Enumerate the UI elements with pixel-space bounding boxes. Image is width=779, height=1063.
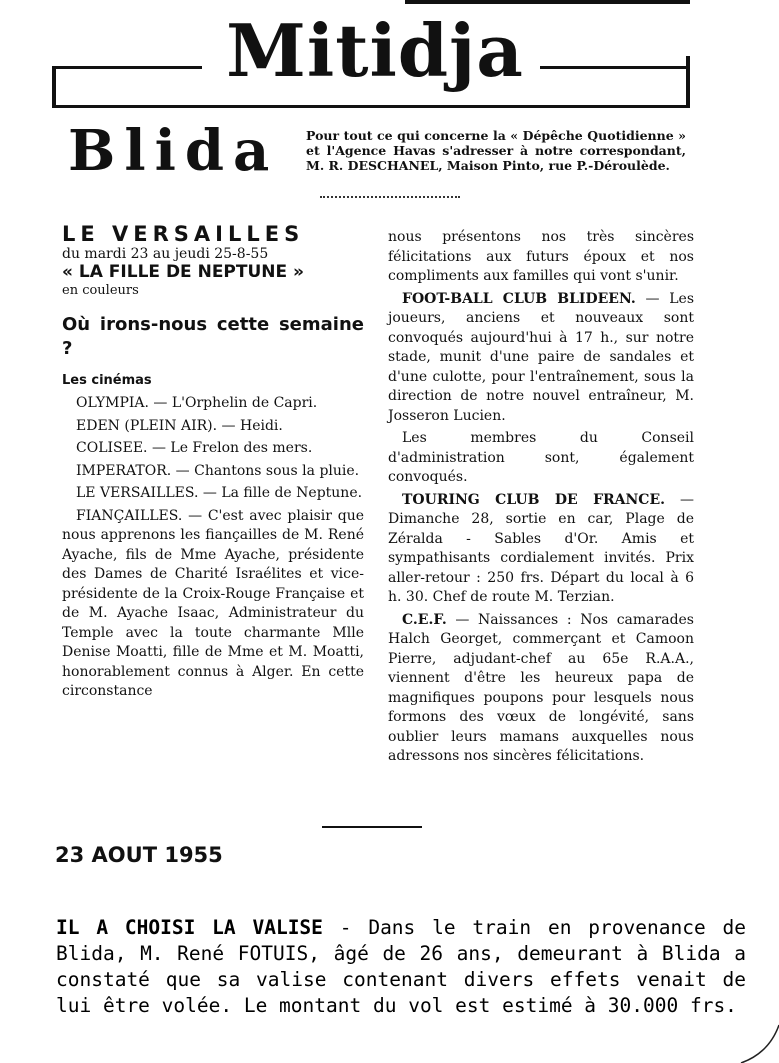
listing-name: EDEN (PLEIN AIR). — [76, 417, 218, 434]
page-curl-mark — [739, 1023, 779, 1063]
listing-item — [62, 462, 364, 482]
masthead-bracket-left — [52, 66, 56, 108]
right-column — [388, 228, 694, 767]
listing-text: — Heidi. — [217, 417, 283, 434]
listing-name: IMPERATOR. — [76, 462, 172, 479]
cinema-title: LE VERSAILLES — [62, 222, 305, 246]
masthead-rule-left — [52, 66, 202, 69]
cinemas-heading: Les cinémas — [62, 373, 152, 388]
top-rule — [405, 0, 690, 4]
news-body: - Dans le train en provenance de Blida, M. René FOTUIS, âgé de 26 ans, demeurant à Blida a constaté que sa valise contenant divers effets venait de lui être volée. Le montant du vol est estimé à 30.000 frs. — [56, 916, 746, 1017]
cinema-dates: du mardi 23 au jeudi 25-8-55 — [62, 246, 269, 262]
cef-text: — Naissances : Nos camarades Halch Georget, commerçant et Camoon Pierre, adjudant-chef au 65e R.A.A., viennent d'être les heureux papa de magnifiques poupons pour lesquels nous formons des vœux de longévité, sans oublier leurs mamans auxquelles nous adressons nos sincères félicitations. — [388, 611, 694, 764]
news-title: IL A CHOISI LA VALISE — [56, 916, 323, 939]
touring-item — [388, 491, 694, 608]
film-note: en couleurs — [62, 283, 139, 298]
section-question: Où irons-nous cette semaine ? — [62, 314, 364, 359]
listing-item — [62, 394, 364, 414]
dateline: 23 AOUT 1955 — [55, 843, 223, 867]
listing-text: — L'Orphelin de Capri. — [148, 395, 318, 411]
listing-name: COLISEE. — [76, 440, 148, 456]
engagement-item — [62, 507, 364, 702]
cef-head: C.E.F. — [402, 611, 447, 628]
touring-head: TOURING CLUB DE FRANCE. — [402, 491, 665, 508]
ornament-divider — [320, 196, 460, 200]
masthead-rule-bottom — [52, 105, 690, 108]
listing-name: LE VERSAILLES. — [76, 485, 199, 501]
touring-text: — Dimanche 28, sortie en car, Plage de Zéralda - Sables d'Or. Amis et sympathisants cordialement invités. Prix aller-retour : 250 frs. Départ du local à 6 h. 30. Chef de route M. Terzian. — [388, 491, 694, 605]
section-town: Blida — [68, 118, 279, 184]
football-text: — Les joueurs, anciens et nouveaux sont convoqués aujourd'hui à 17 h., sur notre stade, munit d'une paire de sandales et d'une culotte, pour l'entraînement, sous la direction de notre nouvel entraîneur, M. Josseron Lucien. — [388, 290, 695, 424]
masthead-rule-right — [540, 66, 690, 69]
listing-item — [62, 484, 364, 504]
masthead-title: Mitidja — [226, 8, 524, 93]
correspondent-notice: Pour tout ce qui concerne la « Dépêche Quotidienne » et l'Agence Havas s'adresser à notre correspondant, M. R. DESCHANEL, Maison Pinto, rue P.-Déroulède. — [306, 128, 686, 173]
listing-text: — Le Frelon des mers. — [147, 440, 313, 456]
left-column — [62, 222, 364, 702]
continuation-text: nous présentons nos très sincères félicitations aux futurs époux et nos compliments aux familles qui vont s'unir. — [388, 229, 694, 284]
football-followup: Les membres du Conseil d'administration sont, également convoqués. — [388, 430, 694, 485]
film-title: « LA FILLE DE NEPTUNE » — [62, 262, 305, 282]
news-brief — [56, 915, 746, 1019]
masthead-bracket-right — [686, 56, 690, 108]
listing-item — [62, 417, 364, 437]
article-end-rule — [322, 826, 422, 828]
football-head: FOOT-BALL CLUB BLIDEEN. — [402, 290, 636, 307]
listing-name: OLYMPIA. — [76, 395, 149, 411]
listing-text: — Chantons sous la pluie. — [171, 462, 360, 479]
cef-item — [388, 611, 694, 767]
listing-text: — La fille de Neptune. — [198, 485, 363, 501]
listing-item — [62, 439, 364, 459]
engagement-head: FIANÇAILLES. — [76, 507, 183, 524]
football-item — [388, 290, 694, 427]
engagement-text: — C'est avec plaisir que nous apprenons les fiançailles de M. René Ayache, fils de Mme Ayache, présidente des Dames de Charité Israélites et vice-présidente de la Croix-Rouge Française et de M. Ayache Isaac, Administrateur du Temple avec la toute charmante Mlle Denise Moatti, fille de Mme et M. Moatti, honorablement connus à Alger. En cette circonstance — [62, 507, 364, 699]
